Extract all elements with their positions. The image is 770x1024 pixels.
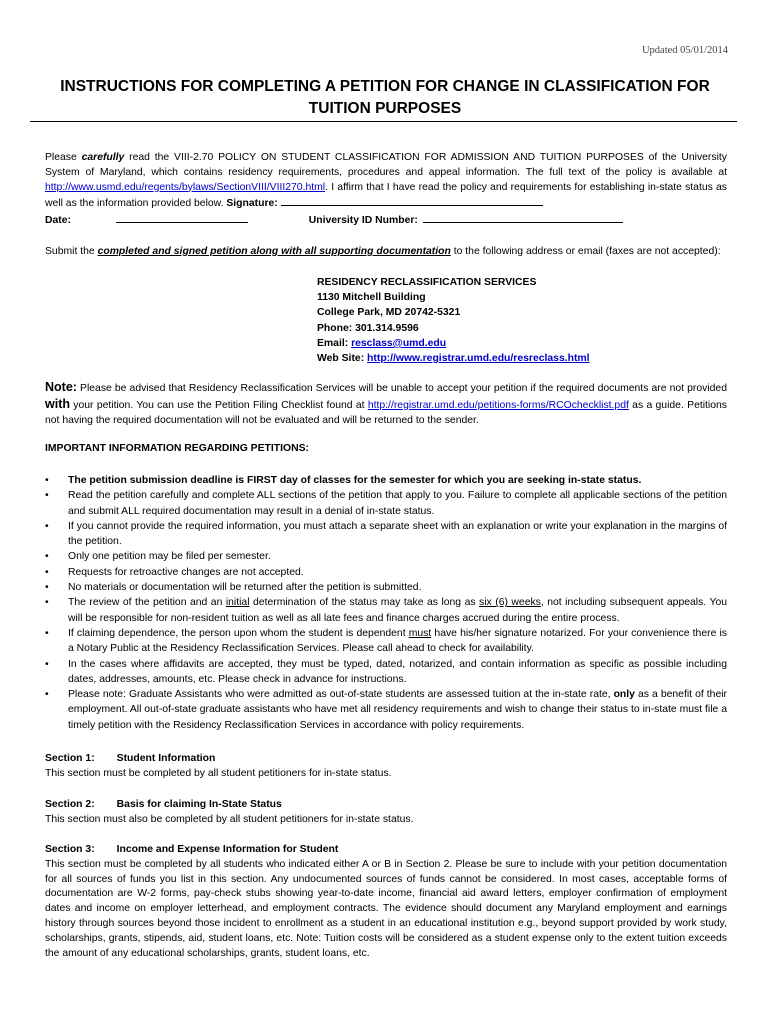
bullet-text: determination of the status may take as long as [249,597,480,609]
bullet: • [45,566,49,578]
intro-text-1: read the VIII-2.70 POLICY ON STUDENT CLASSIFICATION FOR ADMISSION AND TUITION PURPOSES of the University System of Maryland, which contains residency requirements, procedures and appeal information. The full text of the policy is available at [45,152,727,178]
note-paragraph [45,380,727,428]
note-with: with [45,396,70,411]
bullet-text: In the cases where affidavits are accepted, they must be typed, dated, notarized, and contain information as specific as possible including dates, addresses, amounts, etc. Please check in advance for instructions. [68,658,727,685]
address-block [317,275,590,366]
list-item [45,488,727,519]
note-text-1: Please be advised that Residency Reclassification Services will be unable to accept your petition if the required documents are not provided [76,383,727,394]
bullet-text: Please note: Graduate Assistants who were admitted as out-of-state students are assessed tuition at the in-state rate, [68,689,614,701]
note-text-2: your petition. You can use the Petition Filing Checklist found at [70,399,368,411]
university-id-field[interactable] [423,212,623,223]
section-2-number: Section 2: [45,799,95,810]
email-label: Email: [317,337,352,349]
section-1-number: Section 1: [45,753,95,764]
bullet: • [45,582,49,594]
bullet-text: The review of the petition and an [68,597,226,609]
bullet-text: Only one petition may be filed per semester. [68,551,271,563]
bullet-text: have his/her signature notarized. For your convenience there is a Notary Public at the Residency Reclassification Services. Please call ahead to check for availability. [68,627,727,655]
list-item [45,549,727,564]
section-3-number: Section 3: [45,844,95,855]
page-title: INSTRUCTIONS FOR COMPLETING A PETITION FOR CHANGE IN CLASSIFICATION FOR TUITION PURPOSES [60,78,710,117]
note-text-3: as a guide. Petitions not having the required documentation will not be evaluated and will be returned to the sender. [45,399,727,426]
bullet-emphasis: six (6) weeks [479,597,541,609]
date-label: Date: [45,215,71,226]
intro-text-please: Please [45,152,82,163]
bullet-text: , not including subsequent appeals. You will be responsible for non-resident tuition as well as all late fees and finance charges accrued during the entire process. [68,597,728,624]
submit-text-1: Submit the [45,246,98,257]
list-item [45,473,727,488]
updated-date: Updated 05/01/2014 [641,45,728,56]
checklist-link[interactable]: http://registrar.umd.edu/petitions-forms/RCOchecklist.pdf [367,399,629,411]
bullet-text: If you cannot provide the required information, you must attach a separate sheet with an explanation or write your explanation in the margins of the petition. [68,520,727,548]
bullet: • [45,658,49,670]
bullet: • [45,551,49,563]
list-item [45,519,727,550]
list-item [45,565,727,580]
bullet-text: Requests for retroactive changes are not accepted. [68,566,304,578]
signature-field[interactable] [281,195,543,206]
bullet-emphasis: initial [225,597,250,609]
university-id-label: University ID Number: [308,215,418,226]
intro-paragraph [45,151,727,212]
section-1-heading [45,752,727,767]
submit-line [45,245,721,260]
website-link[interactable]: http://www.registrar.umd.edu/resreclass.html [367,353,590,365]
address-email-row [317,336,590,351]
bullet: • [45,597,49,609]
section-3-heading [45,843,727,858]
section-3-text: This section must be completed by all students who indicated either A or B in Section 2. Please be sure to include with your petition documentation for all sources of funds you list in this section. Any undocumented sources of funds cannot be considered. In most cases, acceptable forms of documentation are W-2 forms, pay-check stubs showing year-to-date income, financial aid award letters, employer confirmation of employment dates and income on employer letterhead, and employment contracts. The evidence should document any Maryland employment and earnings history through sources beyond those incident to enrollment as a student in an educational institution e.g., beyond support provided by work study, scholarships, grants, stipends, aid, student loans, etc. Note: Tuition costs will be considered as a student expense only to the extent tuition exceeds the amount of any educational scholarships, grants, student loans, etc. [45,858,727,959]
bullet-text: Read the petition carefully and complete ALL sections of the petition that apply to you. Failure to complete all applicable sections of the petition and submit ALL required documentation may result in a denial of in-state status. [68,490,727,517]
intro-carefully: carefully [81,152,125,163]
bullet-text: If claiming dependence, the person upon whom the student is dependent [68,627,409,639]
bullet-text: The petition submission deadline is FIRST day of classes for the semester for which you are seeking in-state status. [68,475,642,486]
section-2-text: This section must also be completed by all student petitioners for in-state status. [45,813,414,825]
address-city: College Park, MD 20742-5321 [317,307,461,319]
section-2 [45,798,727,828]
list-item [45,657,727,688]
bullet: • [45,627,49,639]
section-3-title: Income and Expense Information for Student [116,844,339,855]
bullet-text: No materials or documentation will be returned after the petition is submitted. [68,582,422,594]
section-2-heading [45,798,727,813]
section-1-text: This section must be completed by all student petitioners for in-state status. [45,767,392,779]
bullet-emphasis: only [613,689,635,701]
submit-text-2: to the following address or email (faxes are not accepted): [450,246,721,257]
date-row [45,212,623,229]
signature-label: Signature: [226,198,278,210]
submit-emphasis: completed and signed petition along with all supporting documentation [97,246,451,257]
section-2-title: Basis for claiming In-State Status [116,799,282,810]
section-3 [45,843,727,961]
email-link[interactable]: resclass@umd.edu [351,337,447,349]
bullet-text: as a benefit of their employment. All out-of-state graduate assistants who have met all residency requirements and wish to change their status to in-state must file a timely petition with the Residency Reclassification Services in accordance with policy requirements. [68,689,727,731]
policy-link[interactable]: http://www.usmd.edu/regents/bylaws/SectionVIII/VIII270.html [45,181,326,193]
list-item [45,595,727,626]
address-office: RESIDENCY RECLASSIFICATION SERVICES [317,277,537,288]
date-field[interactable] [116,212,248,223]
title-divider [30,121,737,122]
address-building: 1130 Mitchell Building [317,292,426,304]
bullet: • [45,689,49,701]
section-1 [45,752,727,782]
note-label: Note: [45,380,77,394]
section-1-title: Student Information [116,753,216,764]
address-web-row [317,351,590,366]
list-item [45,626,727,657]
list-item [45,687,727,733]
important-list [45,473,727,733]
important-heading: IMPORTANT INFORMATION REGARDING PETITIONS: [45,443,309,454]
bullet-emphasis: must [408,627,432,639]
address-phone: Phone: 301.314.9596 [317,322,419,334]
bullet: • [45,490,49,502]
web-label: Web Site: [317,353,368,365]
bullet: • [45,520,49,532]
list-item [45,580,727,595]
intro-text-2: . I affirm that I have read the policy and requirements for establishing in-state status as well as the information provided below. [45,181,727,210]
bullet: • [45,475,49,486]
